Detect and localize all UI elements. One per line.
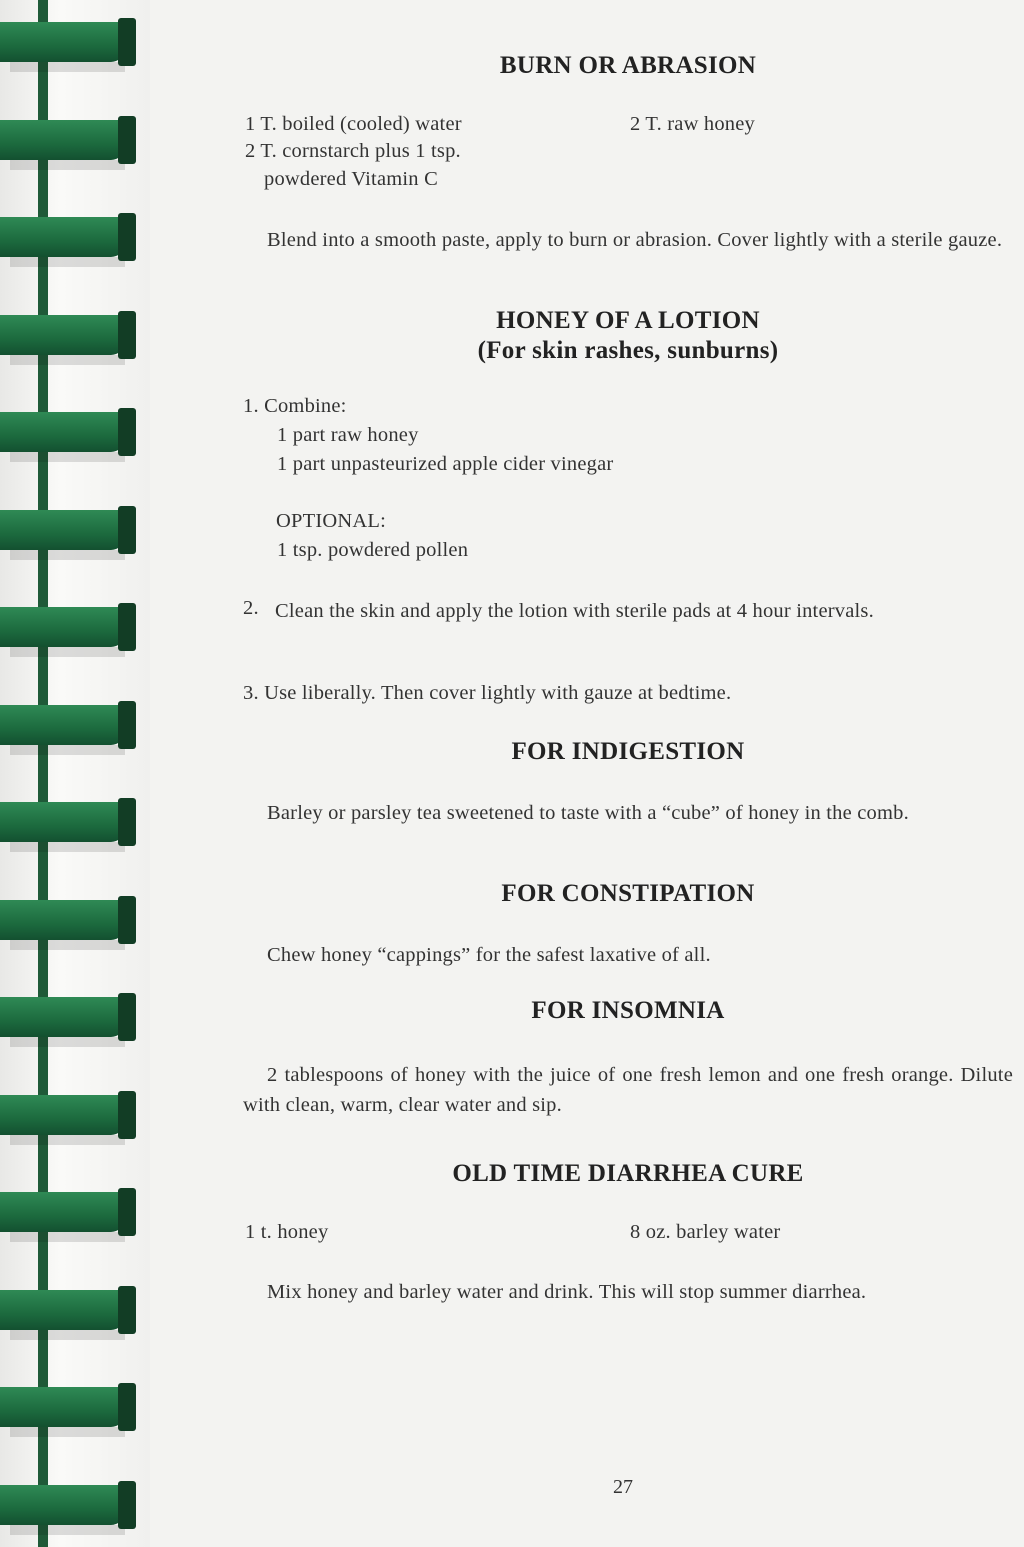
text-diarrhea: Mix honey and barley water and drink. This will stop summer diarrhea.	[267, 1281, 867, 1303]
ingredient: 1 T. boiled (cooled) water	[245, 113, 462, 135]
binding-ring	[0, 607, 140, 659]
optional-label: OPTIONAL:	[276, 510, 386, 532]
heading-lotion: HONEY OF A LOTION	[496, 307, 760, 334]
step-1: 1. Combine:	[243, 395, 347, 417]
step-2-number: 2.	[243, 597, 259, 619]
instructions-burn: Blend into a smooth paste, apply to burn or abrasion. Cover lightly with a sterile gauze.	[267, 229, 1003, 251]
ingredient: powdered Vitamin C	[264, 168, 438, 190]
ingredient: 2 T. cornstarch plus 1 tsp.	[245, 140, 461, 162]
optional-ingredient: 1 tsp. powdered pollen	[277, 539, 469, 561]
heading-burn: BURN OR ABRASION	[499, 52, 757, 79]
binding-ring	[0, 1485, 140, 1537]
heading-insomnia: FOR INSOMNIA	[531, 997, 725, 1024]
binding-ring	[0, 120, 140, 172]
text-indigestion: Barley or parsley tea sweetened to taste with a “cube” of honey in the comb.	[267, 802, 909, 824]
ingredient: 1 part raw honey	[277, 424, 419, 446]
text-insomnia: 2 tablespoons of honey with the juice of one fresh lemon and one fresh orange. Dilute with clean, warm, clear water and sip.	[243, 1064, 1013, 1116]
heading-diarrhea: OLD TIME DIARRHEA CURE	[452, 1160, 804, 1187]
binding-ring	[0, 1290, 140, 1342]
binding-ring	[0, 705, 140, 757]
ingredient: 2 T. raw honey	[630, 113, 756, 135]
binding-ring	[0, 802, 140, 854]
heading-indigestion: FOR INDIGESTION	[511, 738, 745, 765]
binding-ring	[0, 900, 140, 952]
binding-ring	[0, 510, 140, 562]
text-constipation: Chew honey “cappings” for the safest laxative of all.	[267, 944, 711, 966]
binding-ring	[0, 1387, 140, 1439]
binding-ring	[0, 1192, 140, 1244]
ingredient: 8 oz. barley water	[630, 1221, 781, 1243]
binding-ring	[0, 22, 140, 74]
binding-ring	[0, 412, 140, 464]
binding-ring	[0, 217, 140, 269]
binding-ring	[0, 1095, 140, 1147]
step-3: 3. Use liberally. Then cover lightly with gauze at bedtime.	[243, 682, 732, 704]
step-2: Clean the skin and apply the lotion with sterile pads at 4 hour intervals.	[275, 600, 874, 622]
page-number: 27	[613, 1476, 633, 1498]
binding-ring	[0, 315, 140, 367]
ingredient: 1 part unpasteurized apple cider vinegar	[277, 453, 614, 475]
binding-ring	[0, 997, 140, 1049]
ingredient: 1 t. honey	[245, 1221, 329, 1243]
heading-constipation: FOR CONSTIPATION	[501, 880, 755, 907]
spiral-binding	[0, 0, 150, 1547]
subheading-lotion: (For skin rashes, sunburns)	[477, 337, 779, 364]
